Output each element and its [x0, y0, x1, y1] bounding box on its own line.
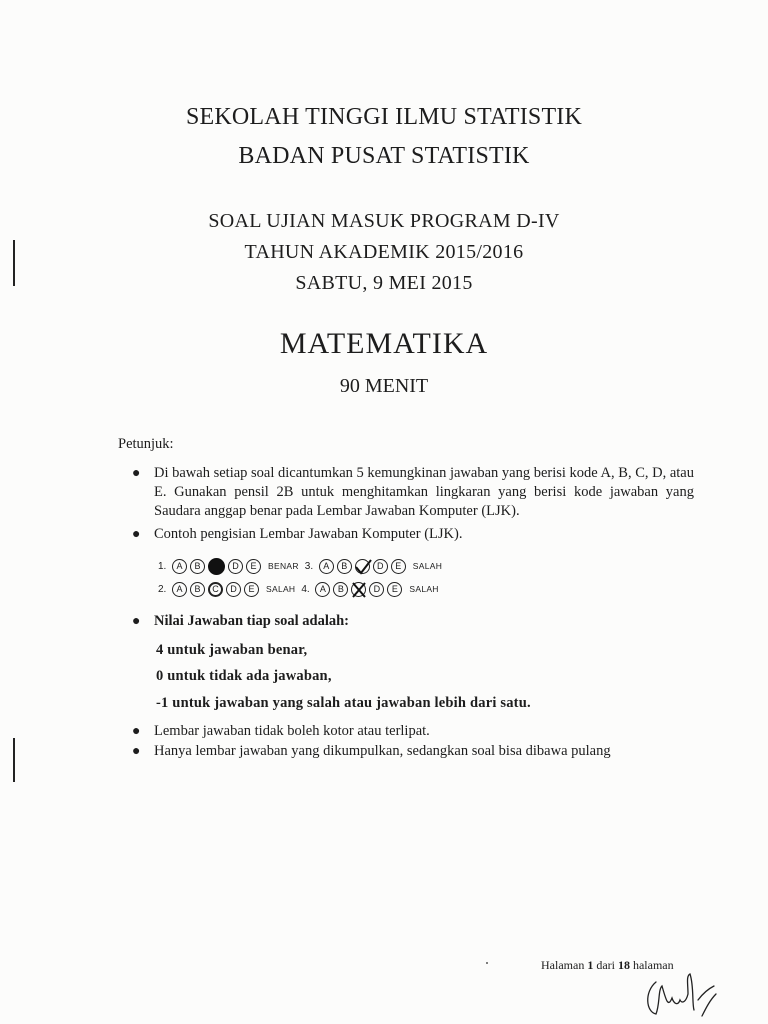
academic-year: TAHUN AKADEMIK 2015/2016 — [244, 241, 524, 263]
ljk-bubble-filled — [208, 558, 225, 575]
agency-name: BADAN PUSAT STATISTIK — [238, 143, 530, 169]
ljk-verdict: SALAH — [409, 584, 439, 594]
bullet-icon: ● — [132, 724, 141, 739]
page-label: Halaman — [541, 958, 585, 972]
instruction-text: Lembar jawaban tidak boleh kotor atau terlipat. — [154, 723, 430, 739]
ljk-question-number: 2. — [158, 583, 167, 595]
page-total: 18 — [617, 958, 630, 972]
bullet-icon: ● — [132, 744, 141, 759]
bullet-icon: ● — [132, 614, 141, 629]
bullet-icon: ● — [132, 527, 141, 542]
ljk-question-number: 1. — [158, 560, 167, 572]
instructions-label: Petunjuk: — [118, 436, 174, 452]
ljk-verdict: SALAH — [266, 584, 296, 594]
ljk-bubble: D — [373, 559, 388, 574]
ljk-bubble: D — [228, 559, 243, 574]
scoring-rule: 4 untuk jawaban benar, — [156, 642, 308, 658]
page-of: dari — [596, 958, 615, 972]
ljk-question-number: 4. — [301, 583, 310, 595]
exam-duration: 90 MENIT — [339, 375, 429, 397]
ljk-bubble-crossed — [351, 582, 366, 597]
exam-title: SOAL UJIAN MASUK PROGRAM D-IV — [208, 210, 560, 232]
ljk-bubble: D — [369, 582, 384, 597]
ljk-verdict: BENAR — [268, 561, 299, 571]
cross-mark-icon — [349, 580, 369, 600]
ljk-bubble: A — [172, 559, 187, 574]
page-current: 1 — [587, 958, 594, 972]
ljk-bubble: B — [337, 559, 352, 574]
ljk-bubble: A — [315, 582, 330, 597]
exam-date: SABTU, 9 MEI 2015 — [295, 272, 473, 294]
ljk-bubble: E — [246, 559, 261, 574]
ljk-bubble: D — [226, 582, 241, 597]
ljk-question-number: 3. — [304, 560, 314, 572]
ljk-bubble: B — [190, 559, 205, 574]
bullet-icon: ● — [132, 466, 141, 481]
ljk-example-row — [158, 556, 448, 576]
scan-edge-mark — [13, 738, 15, 782]
ljk-bubble: B — [333, 582, 348, 597]
ljk-bubble: A — [172, 582, 187, 597]
instruction-text: Hanya lembar jawaban yang dikumpulkan, sedangkan soal bisa dibawa pulang — [154, 743, 611, 759]
ljk-verdict: SALAH — [412, 561, 443, 571]
ljk-bubble: E — [387, 582, 402, 597]
instruction-text: Contoh pengisian Lembar Jawaban Komputer (LJK). — [154, 526, 463, 542]
check-mark-icon — [353, 557, 373, 577]
ljk-bubble-checked — [355, 559, 370, 574]
scoring-rule: -1 untuk jawaban yang salah atau jawaban lebih dari satu. — [156, 695, 531, 711]
instruction-text: Di bawah setiap soal dicantumkan 5 kemungkinan jawaban yang berisi kode A, B, C, D, atau E. Gunakan pensil 2B untuk menghitamkan lingkaran yang berisi kode jawaban yang Saudara anggap benar pada Lembar Jawaban Komputer (LJK). — [154, 465, 694, 519]
ljk-bubble-circled: C — [208, 582, 223, 597]
institute-name: SEKOLAH TINGGI ILMU STATISTIK — [185, 104, 583, 130]
ljk-bubble: E — [244, 582, 259, 597]
scan-speck — [486, 962, 488, 964]
ljk-example-row — [158, 579, 445, 599]
ljk-bubble: A — [319, 559, 334, 574]
subject-title: MATEMATIKA — [279, 327, 489, 360]
scoring-rule: 0 untuk tidak ada jawaban, — [156, 668, 332, 684]
ljk-bubble: B — [190, 582, 205, 597]
page-unit: halaman — [632, 958, 674, 972]
instruction-text: Nilai Jawaban tiap soal adalah: — [154, 613, 349, 629]
handwritten-signature — [616, 964, 726, 1020]
ljk-bubble: E — [391, 559, 406, 574]
